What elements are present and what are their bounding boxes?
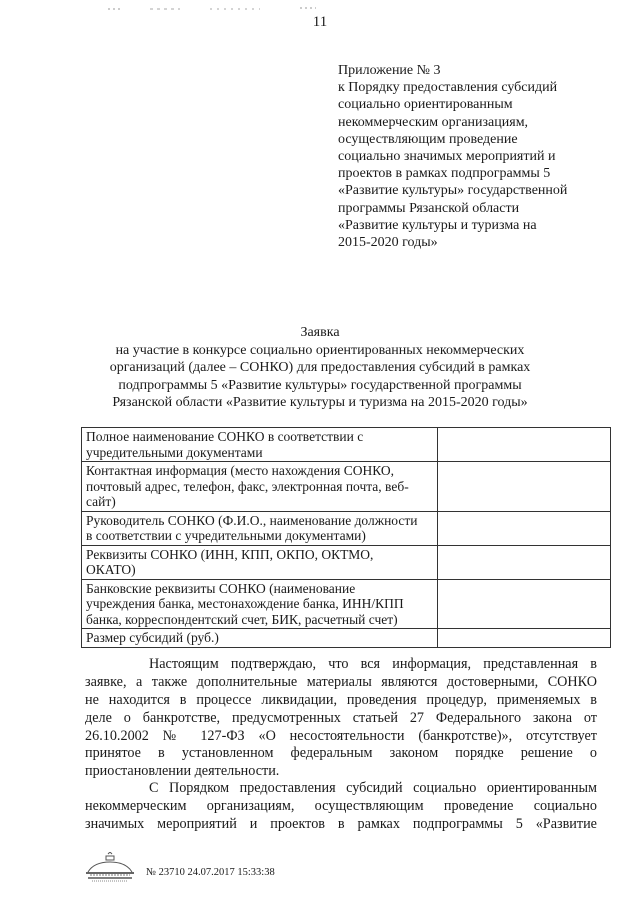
form-field-label — [82, 579, 438, 629]
paragraph-line: значимых мероприятий и проектов в рамках подпрограммы 5 «Развитие — [85, 815, 597, 832]
form-field-label-line: Реквизиты СОНКО (ИНН, КПП, ОКПО, ОКТМО, — [86, 546, 374, 562]
scan-artifacts — [0, 4, 640, 14]
form-field-label — [82, 428, 438, 462]
paragraph-line: 26.10.2002 № 127-ФЗ «О несостоятельности (банкротстве)», отсутствует — [85, 727, 597, 744]
appendix-line: социально значимых мероприятий и — [338, 149, 556, 165]
form-field-value[interactable] — [437, 629, 610, 648]
paragraph-line: принятое в установленном федеральным законом порядке решение о — [85, 745, 597, 762]
form-field-label-line: Банковские реквизиты СОНКО (наименование — [86, 580, 356, 596]
form-field-value[interactable] — [437, 545, 610, 579]
form-field-value[interactable] — [437, 579, 610, 629]
paragraph-line: Настоящим подтверждаю, что вся информация, представленная в — [149, 656, 597, 672]
agreement-paragraph — [85, 780, 597, 834]
appendix-line: «Развитие культуры» государственной — [338, 183, 568, 199]
form-field-label-line: учреждения банка, местонахождение банка, ИНН/КПП — [86, 596, 404, 611]
form-field-label-line: банка, корреспондентский счет, БИК, расчетный счет) — [86, 611, 398, 627]
form-field-label — [82, 462, 438, 512]
application-subtitle-line: Рязанской области «Развитие культуры и туризма на 2015-2020 годы» — [112, 395, 528, 411]
appendix-line: осуществляющим проведение — [338, 131, 518, 147]
paragraph-line: приостановлении деятельности. — [85, 763, 280, 780]
appendix-number: Приложение № 3 — [338, 63, 441, 78]
application-subtitle-line: организаций (далее – СОНКО) для предоставления субсидий в рамках — [109, 360, 531, 376]
form-field-label-line: Руководитель СОНКО (Ф.И.О., наименование должности — [86, 512, 418, 528]
form-field-label — [82, 629, 438, 648]
appendix-line: некоммерческим организациям, — [338, 114, 529, 130]
registry-stamp-icon — [84, 852, 136, 884]
form-field-value[interactable] — [437, 462, 610, 512]
form-field-label-line: ОКАТО) — [86, 562, 136, 577]
appendix-line: «Развитие культуры и туризма на — [338, 217, 537, 233]
confirmation-paragraph — [85, 656, 597, 781]
page-number: 11 — [312, 14, 328, 30]
form-field-label-line: Размер субсидий (руб.) — [86, 630, 219, 645]
form-row — [82, 462, 611, 512]
appendix-line: 2015-2020 годы» — [338, 235, 438, 251]
appendix-line: проектов в рамках подпрограммы 5 — [338, 166, 551, 182]
form-row — [82, 428, 611, 462]
form-field-value[interactable] — [437, 428, 610, 462]
paragraph-line: заявке, а также дополнительные материалы являются достоверными, СОНКО — [85, 673, 597, 690]
form-row — [82, 629, 611, 648]
application-subtitle — [0, 342, 640, 412]
paragraph-line: С Порядком предоставления субсидий социально ориентированным — [149, 780, 597, 796]
application-subtitle-line: подпрограммы 5 «Развитие культуры» государственной программы — [118, 377, 522, 393]
form-field-label-line: почтовый адрес, телефон, факс, электронная почта, веб- — [86, 478, 409, 494]
paragraph-line: некоммерческим организациям, осуществляющим проведение социально — [85, 797, 597, 814]
form-row — [82, 579, 611, 629]
form-row — [82, 511, 611, 545]
document-registration-stamp: № 23710 24.07.2017 15:33:38 — [146, 867, 275, 878]
form-field-label-line: учредительными документами — [86, 444, 263, 460]
form-field-label-line: Полное наименование СОНКО в соответствии с — [86, 429, 364, 444]
appendix-line: программы Рязанской области — [338, 200, 520, 216]
paragraph-line: деле о банкротстве, предусмотренных статьей 27 Федерального закона от — [85, 709, 597, 726]
form-field-label-line: Контактная информация (место нахождения СОНКО, — [86, 463, 395, 478]
application-form-table — [81, 427, 611, 648]
form-field-label-line: сайт) — [86, 494, 116, 509]
form-field-value[interactable] — [437, 511, 610, 545]
appendix-line: к Порядку предоставления субсидий — [338, 80, 558, 96]
paragraph-line: не находится в процессе ликвидации, проведения процедур, применяемых в — [85, 691, 597, 708]
application-title: Заявка — [300, 325, 340, 340]
form-row — [82, 545, 611, 579]
form-field-label-line: в соответствии с учредительными документами) — [86, 528, 366, 543]
appendix-line: социально ориентированным — [338, 97, 513, 113]
application-title-block — [0, 324, 640, 412]
form-field-label — [82, 545, 438, 579]
appendix-header — [338, 62, 608, 251]
form-field-label — [82, 511, 438, 545]
application-subtitle-line: на участие в конкурсе социально ориентированных некоммерческих — [115, 342, 525, 358]
